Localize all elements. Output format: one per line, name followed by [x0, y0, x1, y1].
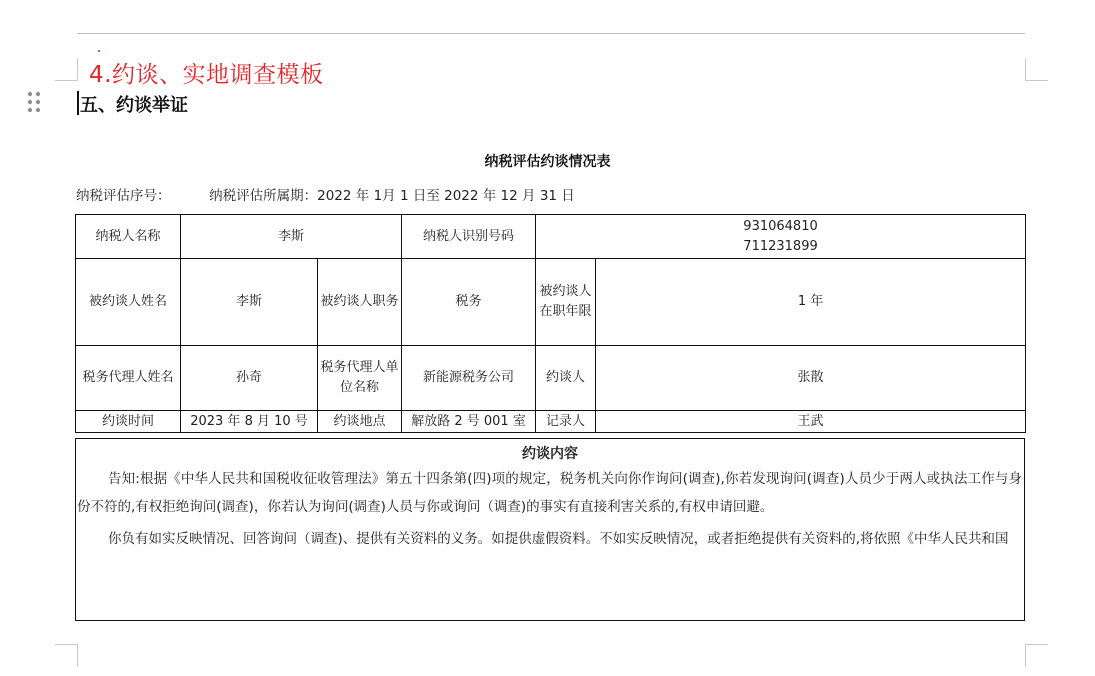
crop-mark-bottom-left: [55, 644, 78, 667]
interviewee-position-cell[interactable]: 税务: [402, 259, 536, 346]
tax-id-line2: 711231899: [743, 238, 818, 254]
interviewee-position-label: 被约谈人职务: [318, 259, 402, 346]
tax-id-cell[interactable]: [536, 215, 1026, 259]
crop-mark-top-right: [1025, 58, 1048, 81]
form-title: 纳税评估约谈情况表: [484, 154, 611, 170]
section-heading[interactable]: 五、约谈举证: [80, 95, 188, 116]
interviewee-name-label: 被约谈人姓名: [76, 259, 181, 346]
agent-company-label: 税务代理人单位名称: [318, 346, 402, 411]
interviewer-cell[interactable]: 张散: [596, 346, 1026, 411]
recorder-label: 记录人: [536, 411, 596, 433]
drag-handle-icon[interactable]: [28, 92, 42, 112]
form-info-line: [76, 184, 575, 204]
interview-content-box[interactable]: [75, 438, 1025, 621]
interview-time-label: 约谈时间: [76, 411, 181, 433]
assessment-period: 纳税评估所属期：2022 年 1月 1 日至 2022 年 12 月 31 日: [209, 188, 575, 204]
crop-mark-bottom-right: [1025, 644, 1048, 667]
crop-mark-top-left: [55, 58, 78, 81]
content-paragraph-1: 告知:根据《中华人民共和国税收征收管理法》第五十四条第(四)项的规定，税务机关向你作询问(调查),你若发现询问(调查)人员少于两人或执法工作与身份不符的,有权拒绝询问(调查)，你若认为询问(调查)人员与你或询问（调查)的事实有直接利害关系的,有权申请回避。: [77, 471, 1022, 515]
table-row: [76, 411, 1026, 433]
tax-id-label: 纳税人识别号码: [402, 215, 536, 259]
interviewer-label: 约谈人: [536, 346, 596, 411]
agent-company-cell[interactable]: 新能源税务公司: [402, 346, 536, 411]
content-paragraph-2: 你负有如实反映情况、回答询问（调查)、提供有关资料的义务。如提供虚假资料。不如实反映情况，或者拒绝提供有关资料的,将依照《中华人民共和国: [108, 531, 1009, 547]
interview-info-table: [75, 214, 1026, 433]
content-title: 约谈内容: [522, 446, 578, 462]
agent-name-label: 税务代理人姓名: [76, 346, 181, 411]
table-row: [76, 215, 1026, 259]
interview-place-label: 约谈地点: [318, 411, 402, 433]
interviewee-name-cell[interactable]: 李斯: [181, 259, 318, 346]
interview-time-cell[interactable]: 2023 年 8 月 10 号: [181, 411, 318, 433]
text-cursor: [77, 91, 79, 115]
tenure-label: 被约谈人在职年限: [536, 259, 596, 346]
annotation-title: 4.约谈、实地调查模板: [89, 62, 324, 88]
interview-place-cell[interactable]: 解放路 2 号 001 室: [402, 411, 536, 433]
agent-name-cell[interactable]: 孙奇: [181, 346, 318, 411]
taxpayer-name-label: 纳税人名称: [76, 215, 181, 259]
table-row: [76, 259, 1026, 346]
taxpayer-name-cell[interactable]: 李斯: [181, 215, 402, 259]
page-top-border: [77, 33, 1025, 34]
serial-label: 纳税评估序号：: [76, 188, 171, 204]
tenure-cell[interactable]: 1 年: [596, 259, 1026, 346]
table-row: [76, 346, 1026, 411]
annotation-marker: [98, 50, 100, 52]
tax-id-line1: 931064810: [743, 218, 818, 234]
recorder-cell[interactable]: 王武: [596, 411, 1026, 433]
